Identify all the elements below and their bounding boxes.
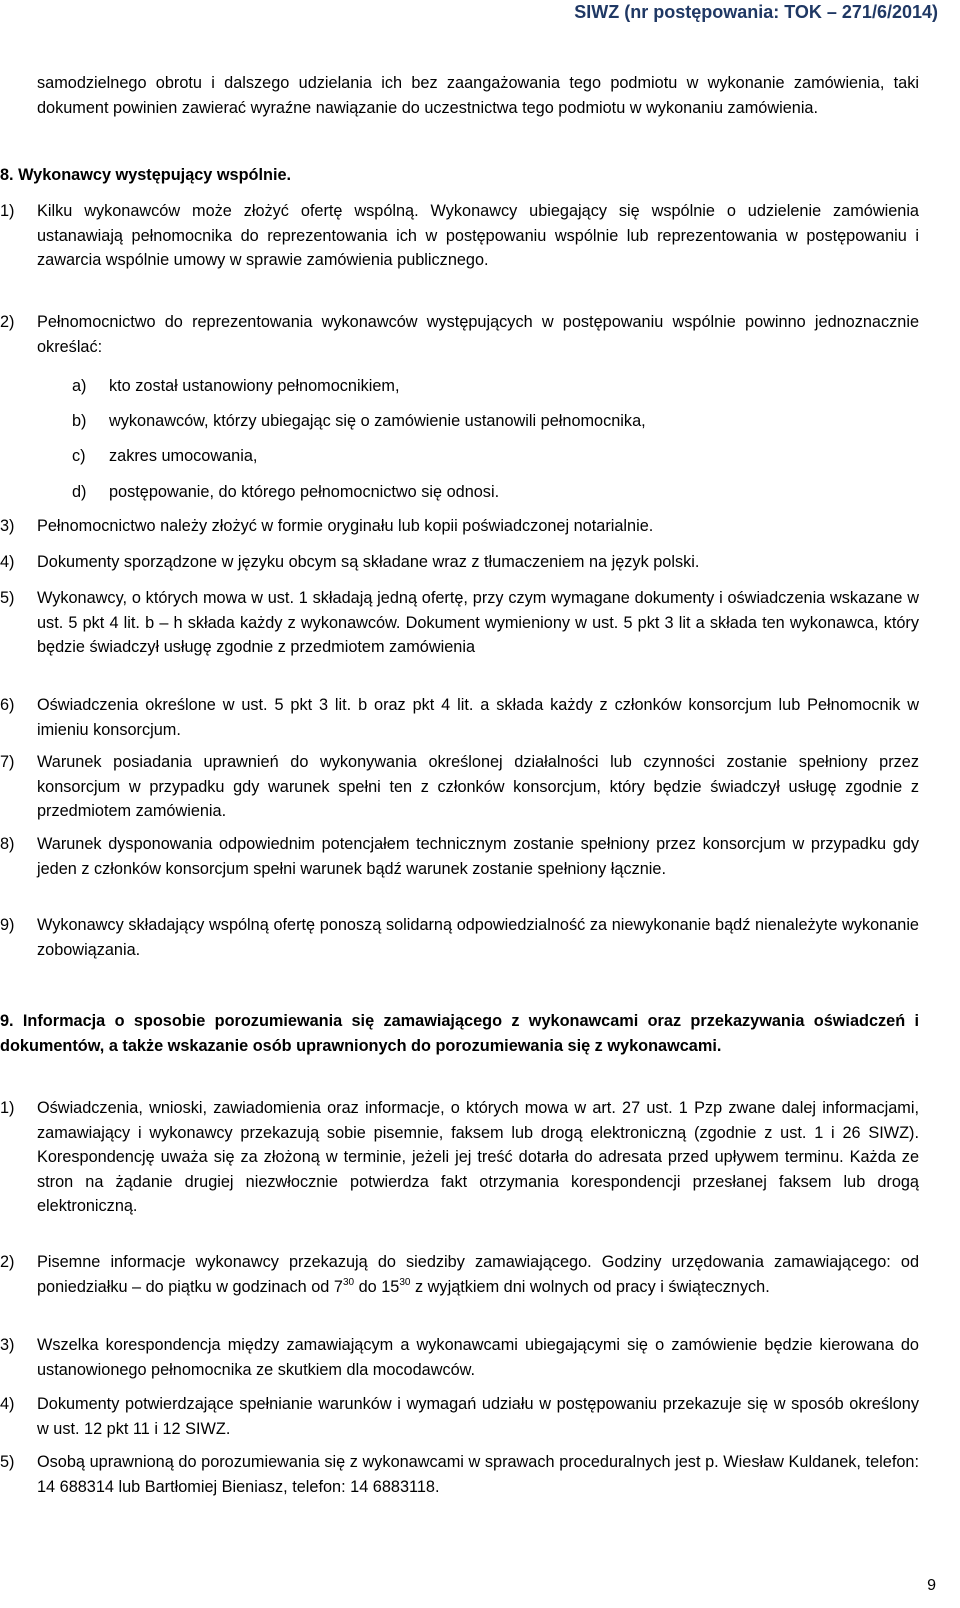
item-number: 3) xyxy=(0,1336,15,1354)
subitem-text: wykonawców, którzy ubiegając się o zamówienie ustanowili pełnomocnika, xyxy=(109,412,646,430)
s8-item-7 xyxy=(0,750,919,824)
page-number: 9 xyxy=(927,1577,936,1594)
item-text: Pełnomocnictwo należy złożyć w formie oryginału lub kopii poświadczonej notarialnie. xyxy=(37,517,654,535)
s9-item-1 xyxy=(0,1096,919,1219)
s8-item-8 xyxy=(0,832,919,881)
item-number: 3) xyxy=(0,517,15,535)
section-8-title: 8. Wykonawcy występujący wspólnie. xyxy=(0,166,292,184)
item-text: Warunek posiadania uprawnień do wykonywania określonej działalności lub czynności zostanie spełniony przez konsorcjum w przypadku gdy warunek spełni ten z członków konsorcjum, który będzie świadczył usługę zgodnie z przedmiotem zamówienia. xyxy=(37,753,919,820)
superscript: 30 xyxy=(399,1276,411,1288)
item-number: 6) xyxy=(0,696,15,714)
item-text: Wszelka korespondencja między zamawiającym a wykonawcami ubiegającymi się o zamówienie będzie kierowana do ustanowionego pełnomocnika ze skutkiem dla mocodawców. xyxy=(37,1336,919,1379)
s8-item-4 xyxy=(0,550,919,575)
item-text: Warunek dysponowania odpowiednim potencjałem technicznym zostanie spełniony przez konsorcjum w przypadku gdy jeden z członków konsorcjum spełni warunek bądź warunek zostanie spełniony łącznie. xyxy=(37,835,919,878)
subitem-letter: a) xyxy=(72,377,87,395)
item-text-part: do 15 xyxy=(354,1277,400,1296)
item-text: Wykonawcy składający wspólną ofertę ponoszą solidarną odpowiedzialność za niewykonanie bądź nienależyte wykonanie zobowiązania. xyxy=(37,916,919,959)
item-number: 4) xyxy=(0,553,15,571)
item-text: Dokumenty sporządzone w języku obcym są składane wraz z tłumaczeniem na język polski. xyxy=(37,553,700,571)
s8-item-3 xyxy=(0,514,919,539)
item-number: 1) xyxy=(0,1099,15,1117)
s9-item-5 xyxy=(0,1450,919,1499)
item-number: 7) xyxy=(0,753,15,771)
item-text: Osobą uprawnioną do porozumiewania się z wykonawcami w sprawach proceduralnych jest p. Wiesław Kuldanek, telefon: 14 688314 lub Bartłomiej Bieniasz, telefon: 14 6883118. xyxy=(37,1453,919,1496)
superscript: 30 xyxy=(342,1276,355,1288)
s9-item-4 xyxy=(0,1392,919,1441)
item-text xyxy=(37,1250,919,1299)
subitem-letter: d) xyxy=(72,483,87,501)
item-number: 1) xyxy=(0,202,15,220)
item-number: 2) xyxy=(0,1253,15,1271)
s8-item-6 xyxy=(0,693,919,742)
s9-item-3 xyxy=(0,1333,919,1382)
s8-item-9 xyxy=(0,913,919,962)
item-text-part: z wyjątkiem dni wolnych od pracy i świątecznych. xyxy=(410,1277,770,1296)
s8-item-1 xyxy=(0,199,919,273)
item-text: Wykonawcy, o których mowa w ust. 1 składają jedną ofertę, przy czym wymagane dokumenty i oświadczenia wskazane w ust. 5 pkt 4 lit. b – h składa każdy z wykonawców. Dokument wymieniony w ust. 5 pkt 3 lit a składa ten wykonawca, który będzie świadczył usługę zgodnie z przedmiotem zamówienia xyxy=(37,589,919,656)
item-number: 5) xyxy=(0,589,15,607)
item-text-part: Pisemne informacje wykonawcy przekazują do siedziby zamawiającego. Godziny urzędowania zamawiającego: od poniedziałku – do piątku w godzinach od 7 xyxy=(37,1253,919,1296)
subitem-text: kto został ustanowiony pełnomocnikiem, xyxy=(109,377,400,395)
item-number: 2) xyxy=(0,313,15,331)
item-number: 5) xyxy=(0,1453,15,1471)
subitem-letter: b) xyxy=(72,412,87,430)
item-text: Oświadczenia określone w ust. 5 pkt 3 lit. b oraz pkt 4 lit. a składa każdy z członków konsorcjum lub Pełnomocnik w imieniu konsorcjum. xyxy=(37,696,919,739)
s8-item-2 xyxy=(0,310,919,359)
item-number: 9) xyxy=(0,916,15,934)
item-text: Pełnomocnictwo do reprezentowania wykonawców występujących w postępowaniu wspólnie powinno jednoznacznie określać: xyxy=(37,313,919,356)
item-number: 4) xyxy=(0,1395,15,1413)
s9-item-2 xyxy=(0,1250,919,1299)
section-9-title: 9. Informacja o sposobie porozumiewania się zamawiającego z wykonawcami oraz przekazywania oświadczeń i dokumentów, a także wskazanie osób uprawnionych do porozumiewania się z wykonawcami. xyxy=(0,1012,919,1055)
item-number: 8) xyxy=(0,835,15,853)
page-header: SIWZ (nr postępowania: TOK – 271/6/2014) xyxy=(574,2,938,22)
s8-item-5 xyxy=(0,586,919,660)
subitem-letter: c) xyxy=(72,447,86,465)
intro-paragraph: samodzielnego obrotu i dalszego udzielania ich bez zaangażowania tego podmiotu w wykonanie zamówienia, taki dokument powinien zawierać wyraźne nawiązanie do uczestnictwa tego podmiotu w wykonaniu zamówienia. xyxy=(37,74,919,117)
subitem-text: zakres umocowania, xyxy=(109,447,258,465)
item-text: Oświadczenia, wnioski, zawiadomienia oraz informacje, o których mowa w art. 27 ust. 1 Pzp zwane dalej informacjami, zamawiający i wykonawcy przekazują sobie pisemnie, faksem lub drogą elektroniczną (zgodnie z ust. 1 i 26 SIWZ). Korespondencję uważa się za złożoną w terminie, jeżeli jej treść dotarła do adresata przed upływem terminu. Każda ze stron na żądanie drugiej niezwłocznie potwierdza fakt otrzymania korespondencji przesłanej faksem lub drogą elektroniczną. xyxy=(37,1099,919,1215)
subitem-text: postępowanie, do którego pełnomocnictwo się odnosi. xyxy=(109,483,500,501)
item-text: Kilku wykonawców może złożyć ofertę wspólną. Wykonawcy ubiegający się wspólnie o udzielenie zamówienia ustanawiają pełnomocnika do reprezentowania ich w postępowaniu wspólnie lub reprezentowania w postępowaniu i zawarcia wspólnie umowy w sprawie zamówienia publicznego. xyxy=(37,202,919,269)
item-text: Dokumenty potwierdzające spełnianie warunków i wymagań udziału w postępowaniu przekazuje się w sposób określony w ust. 12 pkt 11 i 12 SIWZ. xyxy=(37,1395,919,1438)
